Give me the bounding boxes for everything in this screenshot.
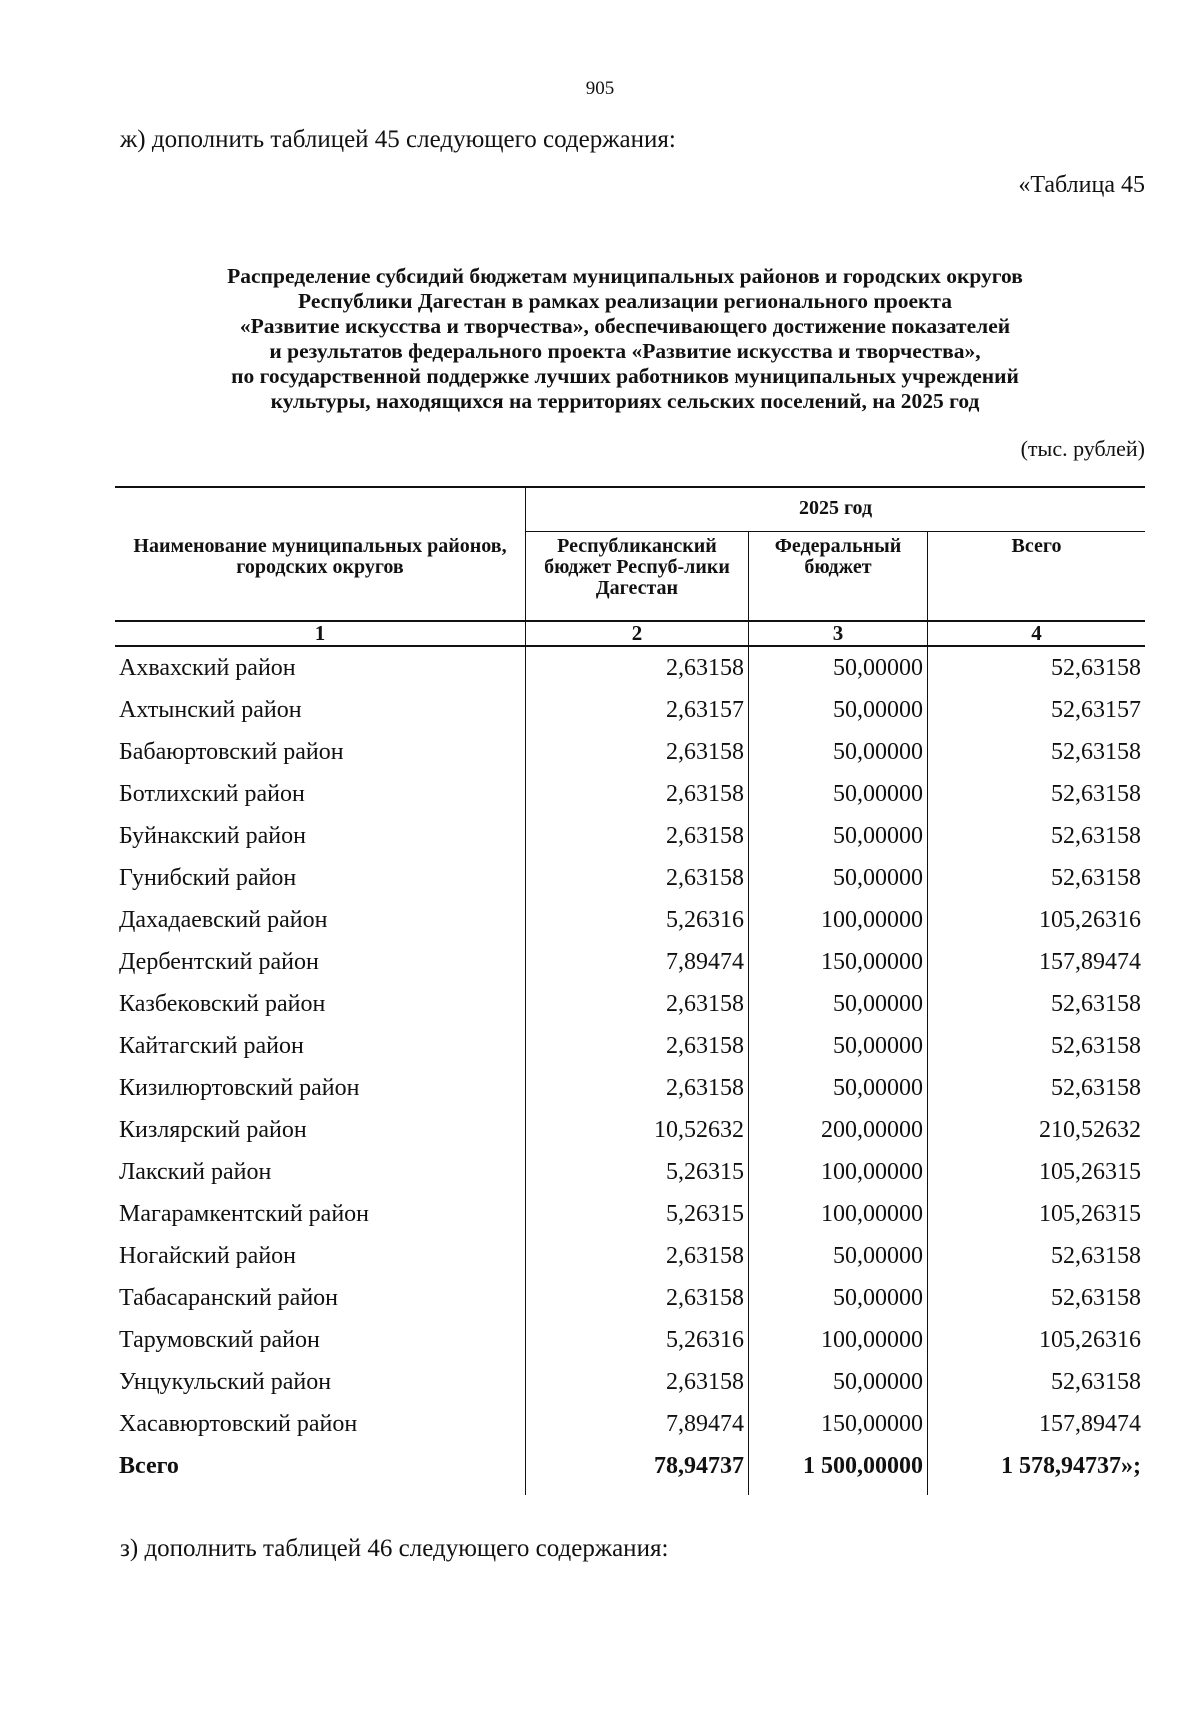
title-line: Распределение субсидий бюджетам муниципальных районов и городских округов [227, 264, 1023, 288]
federal-budget: 100,00000 [749, 1151, 928, 1193]
republic-budget: 5,26315 [526, 1151, 749, 1193]
col-number: 2 [526, 621, 749, 646]
district-name: Дербентский район [119, 948, 319, 975]
district-name: Гунибский район [119, 864, 297, 891]
table-row [115, 1361, 1145, 1403]
total-amount: 105,26316 [928, 899, 1146, 941]
header-name: Наименование муниципальных районов, городских округов [115, 487, 526, 621]
table-row [115, 1109, 1145, 1151]
header-republic: Республиканский бюджет Респуб-лики Дагестан [526, 532, 749, 622]
district-name: Ахтынский район [119, 696, 302, 723]
republic-budget: 2,63158 [526, 815, 749, 857]
table-body [115, 646, 1145, 1495]
federal-budget: 50,00000 [749, 689, 928, 731]
district-name: Дахадаевский район [119, 906, 328, 933]
district-name: Ногайский район [119, 1242, 297, 1269]
federal-budget: 1 500,00000 [749, 1445, 928, 1495]
page-number: 905 [585, 78, 615, 99]
federal-budget: 50,00000 [749, 857, 928, 899]
total-amount: 157,89474 [928, 941, 1146, 983]
table-row [115, 646, 1145, 689]
table-row [115, 899, 1145, 941]
total-amount: 52,63158 [928, 815, 1146, 857]
total-amount: 52,63158 [928, 1361, 1146, 1403]
district-name: Всего [119, 1452, 179, 1479]
republic-budget: 2,63158 [526, 646, 749, 689]
total-amount: 52,63158 [928, 1025, 1146, 1067]
table-row [115, 1025, 1145, 1067]
republic-budget: 2,63158 [526, 1277, 749, 1319]
federal-budget: 50,00000 [749, 1025, 928, 1067]
federal-budget: 50,00000 [749, 1277, 928, 1319]
district-name: Тарумовский район [119, 1326, 320, 1353]
federal-budget: 50,00000 [749, 1235, 928, 1277]
col-number: 4 [928, 621, 1146, 646]
total-amount: 210,52632 [928, 1109, 1146, 1151]
total-row [115, 1445, 1145, 1495]
total-amount: 52,63158 [928, 983, 1146, 1025]
intro-paragraph: ж) дополнить таблицей 45 следующего содержания: [120, 126, 676, 153]
republic-budget: 2,63158 [526, 1235, 749, 1277]
total-amount: 52,63158 [928, 773, 1146, 815]
republic-budget: 2,63158 [526, 1361, 749, 1403]
table-row [115, 1235, 1145, 1277]
total-amount: 157,89474 [928, 1403, 1146, 1445]
district-name: Унцукульский район [119, 1368, 332, 1395]
district-name: Ахвахский район [119, 654, 296, 681]
republic-budget: 78,94737 [526, 1445, 749, 1495]
district-name: Лакский район [119, 1158, 272, 1185]
federal-budget: 50,00000 [749, 1067, 928, 1109]
total-amount: 52,63157 [928, 689, 1146, 731]
federal-budget: 100,00000 [749, 899, 928, 941]
table-title [100, 264, 1150, 414]
republic-budget: 2,63158 [526, 983, 749, 1025]
district-name: Табасаранский район [119, 1284, 339, 1311]
republic-budget: 7,89474 [526, 1403, 749, 1445]
units-label: (тыс. рублей) [1020, 436, 1145, 461]
republic-budget: 2,63158 [526, 1067, 749, 1109]
total-amount: 52,63158 [928, 646, 1146, 689]
total-amount: 1 578,94737»; [928, 1445, 1146, 1495]
district-name: Кизилюртовский район [119, 1074, 360, 1101]
col-number: 1 [115, 621, 526, 646]
total-amount: 52,63158 [928, 1277, 1146, 1319]
district-name: Ботлихский район [119, 780, 305, 807]
district-name: Магарамкентский район [119, 1200, 370, 1227]
title-line: культуры, находящихся на территориях сельских поселений, на 2025 год [270, 389, 980, 413]
republic-budget: 7,89474 [526, 941, 749, 983]
table-row [115, 941, 1145, 983]
table-row [115, 1151, 1145, 1193]
district-name: Казбековский район [119, 990, 326, 1017]
title-line: Республики Дагестан в рамках реализации регионального проекта [298, 289, 952, 313]
federal-budget: 100,00000 [749, 1319, 928, 1361]
header-federal: Федеральный бюджет [749, 532, 928, 622]
republic-budget: 5,26315 [526, 1193, 749, 1235]
federal-budget: 150,00000 [749, 1403, 928, 1445]
federal-budget: 50,00000 [749, 731, 928, 773]
federal-budget: 50,00000 [749, 815, 928, 857]
total-amount: 105,26316 [928, 1319, 1146, 1361]
total-amount: 52,63158 [928, 1235, 1146, 1277]
district-name: Кизлярский район [119, 1116, 307, 1143]
table-row [115, 1403, 1145, 1445]
title-line: по государственной поддержке лучших работников муниципальных учреждений [231, 364, 1019, 388]
republic-budget: 2,63158 [526, 857, 749, 899]
col-number: 3 [749, 621, 928, 646]
republic-budget: 5,26316 [526, 1319, 749, 1361]
table-row [115, 1067, 1145, 1109]
federal-budget: 50,00000 [749, 773, 928, 815]
title-line: и результатов федерального проекта «Развитие искусства и творчества», [269, 339, 981, 363]
total-amount: 105,26315 [928, 1193, 1146, 1235]
header-year: 2025 год [526, 487, 1146, 532]
district-name: Бабаюртовский район [119, 738, 344, 765]
table-row [115, 731, 1145, 773]
federal-budget: 50,00000 [749, 983, 928, 1025]
federal-budget: 100,00000 [749, 1193, 928, 1235]
republic-budget: 5,26316 [526, 899, 749, 941]
table-row [115, 1277, 1145, 1319]
header-total: Всего [928, 532, 1146, 622]
table-label: «Таблица 45 [1018, 172, 1145, 198]
total-amount: 52,63158 [928, 1067, 1146, 1109]
table-row [115, 983, 1145, 1025]
federal-budget: 150,00000 [749, 941, 928, 983]
district-name: Буйнакский район [119, 822, 306, 849]
total-amount: 105,26315 [928, 1151, 1146, 1193]
republic-budget: 2,63158 [526, 773, 749, 815]
federal-budget: 50,00000 [749, 1361, 928, 1403]
table-row [115, 773, 1145, 815]
table-row [115, 857, 1145, 899]
table-row [115, 815, 1145, 857]
federal-budget: 200,00000 [749, 1109, 928, 1151]
district-name: Кайтагский район [119, 1032, 304, 1059]
title-line: «Развитие искусства и творчества», обеспечивающего достижение показателей [239, 314, 1011, 338]
republic-budget: 2,63157 [526, 689, 749, 731]
federal-budget: 50,00000 [749, 646, 928, 689]
district-name: Хасавюртовский район [119, 1410, 358, 1437]
outro-paragraph: з) дополнить таблицей 46 следующего содержания: [120, 1535, 669, 1562]
republic-budget: 2,63158 [526, 1025, 749, 1067]
total-amount: 52,63158 [928, 857, 1146, 899]
table-row [115, 689, 1145, 731]
subsidy-table [115, 486, 1145, 1495]
table-row [115, 1319, 1145, 1361]
republic-budget: 10,52632 [526, 1109, 749, 1151]
table-row [115, 1193, 1145, 1235]
total-amount: 52,63158 [928, 731, 1146, 773]
republic-budget: 2,63158 [526, 731, 749, 773]
